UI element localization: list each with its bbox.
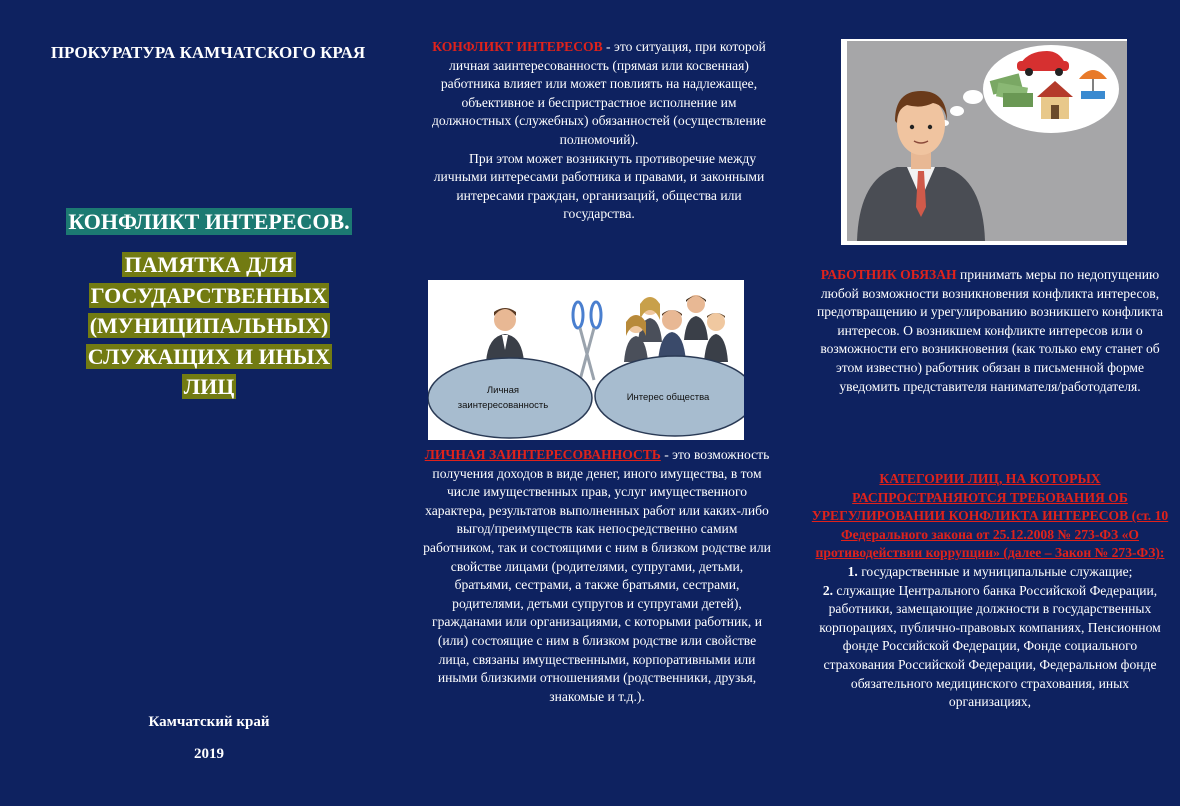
employee-duty (810, 266, 1170, 396)
year-label: 2019 (194, 746, 224, 762)
interest-term: ЛИЧНАЯ ЗАИНТЕРЕСОВАННОСТЬ (424, 447, 661, 462)
organization-name: ПРОКУРАТУРА КАМЧАТСКОГО КРАЯ (50, 43, 366, 62)
middle-panel (418, 0, 780, 806)
scissors-icon (573, 302, 601, 380)
conflict-cont-text: При этом может возникнуть противоречие между личными интересами работника и правами, и законными интересами граждан, организаций, общества или государства. (433, 150, 765, 222)
conflict-definition (428, 38, 770, 224)
left-ellipse-label-2: заинтересованность (457, 400, 549, 411)
interests-illustration (428, 280, 744, 440)
title-main: КОНФЛИКТ ИНТЕРЕСОВ. (68, 209, 350, 234)
list-item (810, 582, 1170, 712)
conflict-term: КОНФЛИКТ ИНТЕРЕСОВ (432, 39, 603, 54)
conflict-def-text: - это ситуация, при которой личная заинтересованность (прямая или косвенная) работника влияет или может повлиять на надлежащее, объективное и беспристрастное исполнение им должностных (служебных) обязанностей (осуществление полномочий). (431, 39, 767, 147)
list-item (810, 563, 1170, 582)
personal-interest-definition (422, 446, 772, 706)
person-left-icon (486, 308, 524, 362)
list-item-number: 1. (847, 563, 858, 579)
region-label: Камчатский край (148, 714, 270, 730)
duty-text: принимать меры по недопущению любой возможности возникновения конфликта интересов, предотвращению и урегулированию возникшего конфликта интересов. О возникшем конфликте интересов или о возможности его возникновения (как только ему станет об этом известно) работник обязан в письменной форме уведомить представителя нанимателя/работодателя. (816, 267, 1163, 394)
list-item-text: государственные и муниципальные служащие; (857, 563, 1133, 579)
brochure-subtitle (60, 250, 358, 403)
left-ellipse-label: Личная (486, 385, 520, 396)
personal-interest-ellipse (428, 358, 592, 438)
interest-def-text: - это возможность получения доходов в виде денег, иного имущества, в том числе имущественных прав, услуг имущественного характера, результатов выполненных работ или каких-либо выгод/преимуществ как непосредственно самим работником, так и состоящими с ним в близком родстве или свойстве лицами (родителями, супругами, детьми, братьями, сестрами, а также братьями, сестрами, родителями, детьми супругов и супругами детей), гражданами или организациями, с которыми работник, и (или) состоящие с ним в близком родстве или свойстве лица, связаны имущественными, корпоративными или иными близкими отношениями (родственники, друзья, знакомые и т.д.). (423, 447, 771, 704)
categories-section (810, 470, 1170, 712)
thinking-man-svg (841, 39, 1127, 245)
brochure-title (0, 207, 418, 237)
thinking-man-illustration (841, 39, 1127, 245)
list-item-text: служащие Центрального банка Российской Федерации, работники, замещающие должности в государственных корпорациях, публично-правовых компаниях, Пенсионном фонде Российской Федерации, Фонде социального страхования Российской Федерации, Федеральном фонде обязательного медицинского страхования, иных организациях, (819, 582, 1161, 710)
left-panel (0, 0, 418, 806)
group-people-icon (624, 295, 728, 362)
interests-illustration-svg (428, 280, 744, 440)
duty-term: РАБОТНИК ОБЯЗАН (820, 267, 957, 282)
right-panel (800, 0, 1180, 806)
categories-heading: КАТЕГОРИИ ЛИЦ, НА КОТОРЫХ РАСПРОСТРАНЯЮТСЯ ТРЕБОВАНИЯ ОБ УРЕГУЛИРОВАНИИ КОНФЛИКТА ИНТЕРЕСОВ (ст. 10 Федерального закона от 25.12.2008 № 273-ФЗ «О противодействии коррупции» (далее – Закон № 273-ФЗ): (811, 471, 1169, 561)
title-sub: ПАМЯТКА ДЛЯ ГОСУДАРСТВЕННЫХ (МУНИЦИПАЛЬНЫХ) СЛУЖАЩИХ И ИНЫХ ЛИЦ (87, 252, 331, 399)
list-item-number: 2. (822, 582, 834, 598)
right-ellipse-label: Интерес общества (626, 392, 710, 403)
